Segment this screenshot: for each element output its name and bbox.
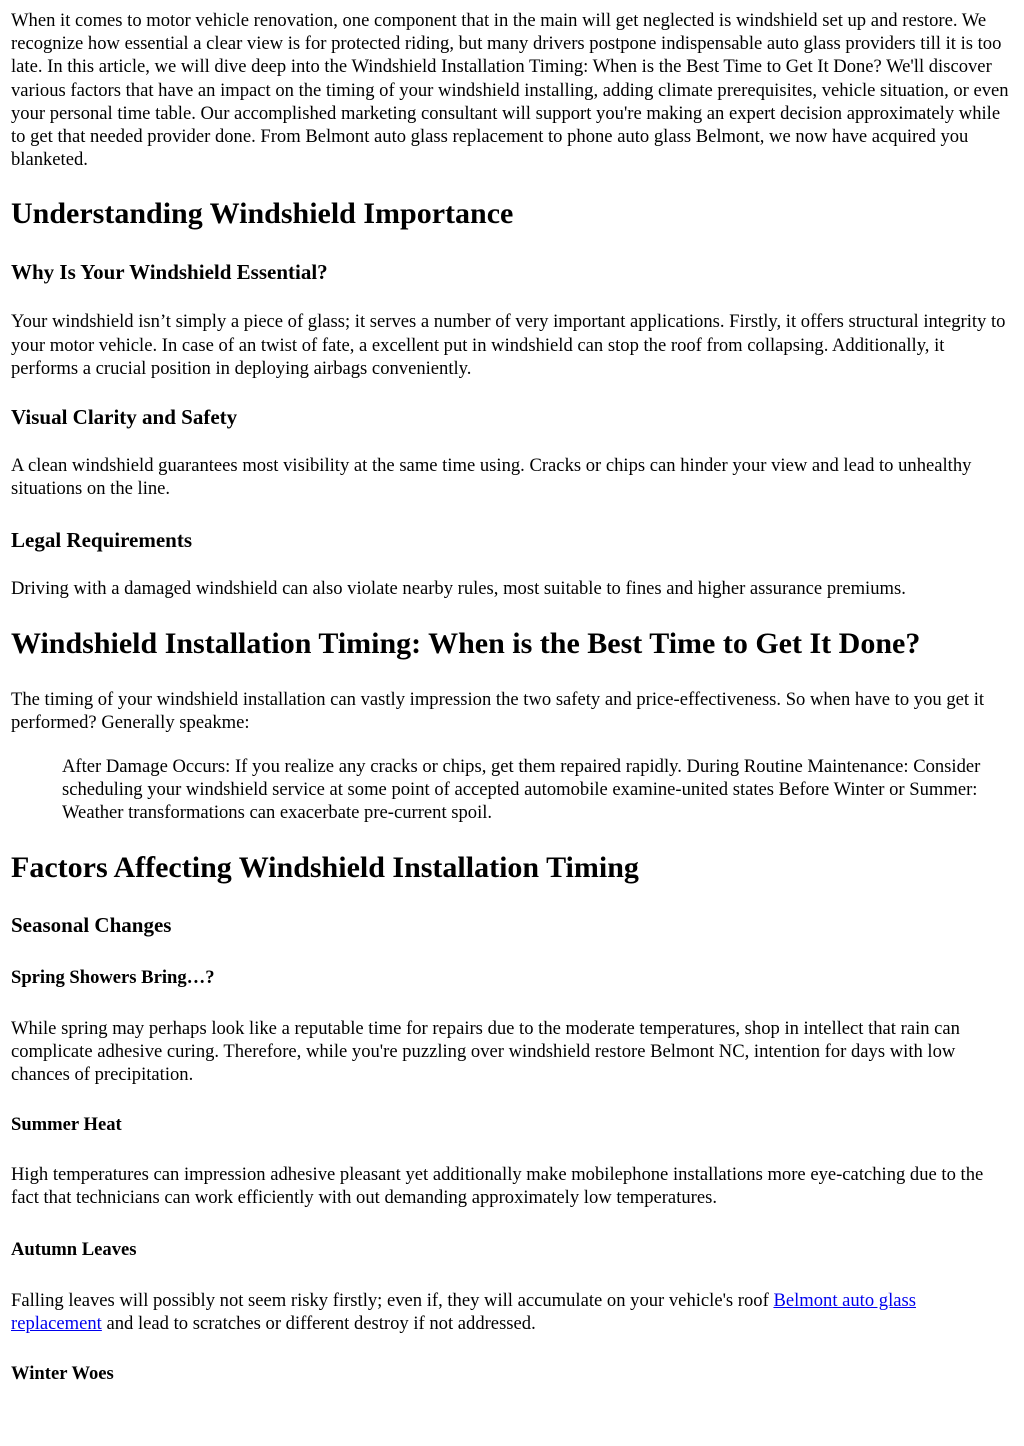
heading-winter-woes: Winter Woes bbox=[11, 1363, 114, 1385]
heading-why-windshield-essential: Why Is Your Windshield Essential? bbox=[11, 260, 328, 285]
intro-paragraph: When it comes to motor vehicle renovation, one component that in the main will get neglected is windshield set up and restore. We recognize how essential a clear view is for protected riding, but many drivers postpone indispensable auto glass providers till it is too late. In this article, we will dive deep into the Windshield Installation Timing: When is the Best Time to Get It Done? We'll discover various factors that have an impact on the timing of your windshield installing, adding climate prerequisites, vehicle situation, or even your personal time table. Our accomplished marketing consultant will support you're making an expert decision approximately while to get that needed provider done. From Belmont auto glass replacement to phone auto glass Belmont, we now have acquired you blanketed. bbox=[11, 10, 1009, 171]
blockquote-timing-list: After Damage Occurs: If you realize any cracks or chips, get them repaired rapidly. During Routine Maintenance: Consider scheduling your windshield service at some point of accepted automobile examine-united states Before Winter or Summer: Weather transformations can exacerbate pre-current spoil. bbox=[62, 756, 981, 824]
heading-spring-showers: Spring Showers Bring…? bbox=[11, 966, 215, 988]
heading-factors-affecting-timing: Factors Affecting Windshield Installation Timing bbox=[11, 850, 639, 884]
heading-legal-requirements: Legal Requirements bbox=[11, 528, 193, 553]
heading-summer-heat: Summer Heat bbox=[11, 1114, 122, 1136]
paragraph-why-windshield-essential: Your windshield isn’t simply a piece of glass; it serves a number of very important applications. Firstly, it offers structural integrity to your motor vehicle. In case of an twist of fate, a excellent put in windshield can stop the roof from collapsing. Additionally, it performs a crucial position in deploying airbags conveniently. bbox=[11, 311, 1006, 379]
heading-seasonal-changes: Seasonal Changes bbox=[11, 912, 172, 937]
paragraph-spring-showers: While spring may perhaps look like a reputable time for repairs due to the moderate temperatures, shop in intellect that rain can complicate adhesive curing. Therefore, while you're puzzling over windshield restore Belmont NC, intention for days with low chances of precipitation. bbox=[11, 1017, 960, 1086]
paragraph-installation-timing: The timing of your windshield installation can vastly impression the two safety and price-effectiveness. So when have to you get it performed? Generally speakme: bbox=[11, 688, 985, 733]
belmont-auto-glass-replacement-link[interactable]: Belmont auto glass replacement bbox=[11, 1289, 916, 1334]
autumn-text-after: and lead to scratches or different destroy if not addressed. bbox=[101, 1312, 536, 1334]
autumn-text-before: Falling leaves will possibly not seem risky firstly; even if, they will accumulate on your vehicle's roof bbox=[11, 1289, 774, 1311]
paragraph-summer-heat: High temperatures can impression adhesive pleasant yet additionally make mobilephone installations more eye-catching due to the fact that technicians can work efficiently with out demanding approximately low temperatures. bbox=[11, 1164, 984, 1209]
paragraph-legal-requirements: Driving with a damaged windshield can also violate nearby rules, most suitable to fines and higher assurance premiums. bbox=[11, 578, 906, 600]
paragraph-autumn-leaves bbox=[11, 1289, 1010, 1335]
heading-visual-clarity-safety: Visual Clarity and Safety bbox=[11, 405, 238, 430]
heading-autumn-leaves: Autumn Leaves bbox=[11, 1238, 137, 1260]
heading-installation-timing: Windshield Installation Timing: When is the Best Time to Get It Done? bbox=[11, 626, 921, 660]
paragraph-visual-clarity-safety: A clean windshield guarantees most visibility at the same time using. Cracks or chips can hinder your view and lead to unhealthy situations on the line. bbox=[11, 455, 972, 500]
heading-understanding-windshield-importance: Understanding Windshield Importance bbox=[11, 197, 514, 231]
